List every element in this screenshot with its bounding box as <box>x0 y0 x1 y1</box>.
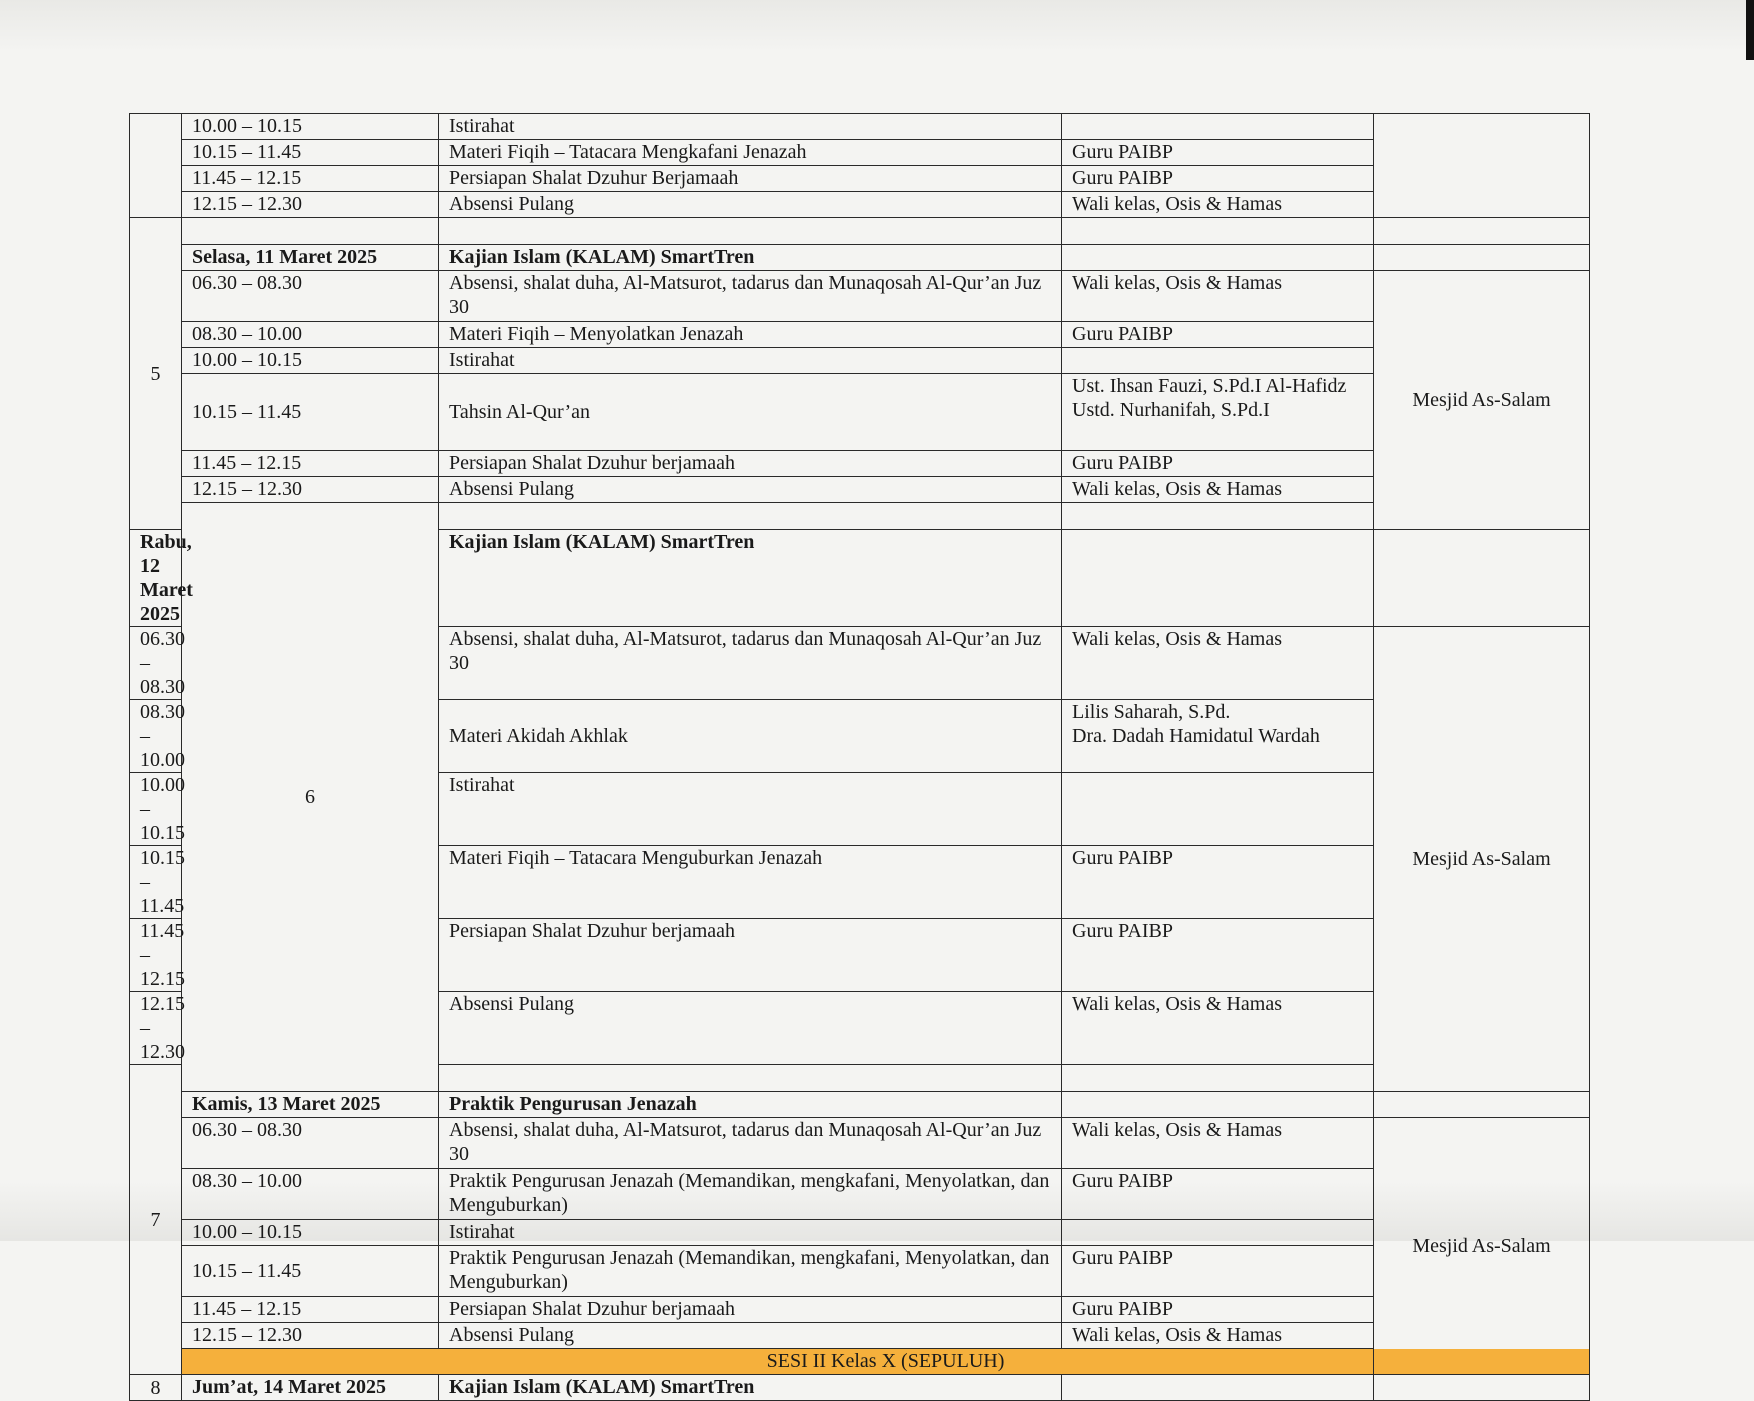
time-cell: 11.45 – 12.15 <box>182 1297 439 1323</box>
table-row <box>130 1169 1590 1220</box>
pic-cell <box>1062 348 1374 374</box>
pic-cell: Guru PAIBP <box>1062 451 1374 477</box>
day-header-row <box>130 1375 1590 1401</box>
pic-cell: Wali kelas, Osis & Hamas <box>1062 477 1374 503</box>
day-theme: Kajian Islam (KALAM) SmartTren <box>439 530 1062 627</box>
schedule-table <box>129 113 1590 1401</box>
day-theme: Kajian Islam (KALAM) SmartTren <box>439 1375 1062 1401</box>
table-row <box>130 374 1590 451</box>
time-cell: 06.30 – 08.30 <box>182 1118 439 1169</box>
day-theme: Praktik Pengurusan Jenazah <box>439 1092 1062 1118</box>
activity-cell: Istirahat <box>439 114 1062 140</box>
activity-cell: Persiapan Shalat Dzuhur Berjamaah <box>439 166 1062 192</box>
day-theme: Kajian Islam (KALAM) SmartTren <box>439 245 1062 271</box>
activity-cell: Istirahat <box>439 348 1062 374</box>
pic-cell <box>1062 114 1374 140</box>
day-number: 8 <box>130 1375 182 1401</box>
activity-cell: Praktik Pengurusan Jenazah (Memandikan, mengkafani, Menyolatkan, dan Menguburkan) <box>439 1169 1062 1220</box>
activity-cell: Materi Fiqih – Menyolatkan Jenazah <box>439 322 1062 348</box>
time-cell: 06.30 – 08.30 <box>182 271 439 322</box>
time-cell: 10.15 – 11.45 <box>182 374 439 451</box>
row-number <box>130 114 182 218</box>
table-row <box>130 1323 1590 1349</box>
day-date: Selasa, 11 Maret 2025 <box>182 245 439 271</box>
activity-cell: Absensi, shalat duha, Al-Matsurot, tadarus dan Munaqosah Al-Qur’an Juz 30 <box>439 1118 1062 1169</box>
time-cell: 10.15 – 11.45 <box>182 140 439 166</box>
time-cell: 12.15 – 12.30 <box>182 192 439 218</box>
time-cell: 11.45 – 12.15 <box>182 166 439 192</box>
pic-cell: Wali kelas, Osis & Hamas <box>1062 627 1374 700</box>
time-cell: 11.45 – 12.15 <box>130 919 182 992</box>
time-cell: 06.30 – 08.30 <box>130 627 182 700</box>
activity-cell: Absensi, shalat duha, Al-Matsurot, tadarus dan Munaqosah Al-Qur’an Juz 30 <box>439 271 1062 322</box>
activity-cell: Persiapan Shalat Dzuhur berjamaah <box>439 919 1062 992</box>
day-date: Rabu, 12 Maret 2025 <box>130 530 182 627</box>
day-header-row <box>130 1092 1590 1118</box>
pic-cell: Wali kelas, Osis & Hamas <box>1062 992 1374 1065</box>
table-row <box>130 1297 1590 1323</box>
day-date: Jum’at, 14 Maret 2025 <box>182 1375 439 1401</box>
pic-cell: Wali kelas, Osis & Hamas <box>1062 1118 1374 1169</box>
table-row <box>130 503 1590 530</box>
table-row <box>130 218 1590 245</box>
activity-cell: Absensi Pulang <box>439 992 1062 1065</box>
pic-cell: Wali kelas, Osis & Hamas <box>1062 192 1374 218</box>
pic-cell <box>1062 1220 1374 1246</box>
table-row <box>130 166 1590 192</box>
pic-cell: Guru PAIBP <box>1062 919 1374 992</box>
session-banner-row <box>130 1349 1590 1375</box>
time-cell: 12.15 – 12.30 <box>182 477 439 503</box>
time-cell: 10.00 – 10.15 <box>182 1220 439 1246</box>
pic-line: Ust. Ihsan Fauzi, S.Pd.I Al-Hafidz <box>1072 375 1347 397</box>
activity-cell: Istirahat <box>439 773 1062 846</box>
activity-cell: Materi Fiqih – Tatacara Mengkafani Jenazah <box>439 140 1062 166</box>
time-cell: 08.30 – 10.00 <box>182 1169 439 1220</box>
pic-cell: Guru PAIBP <box>1062 1297 1374 1323</box>
activity-cell: Absensi Pulang <box>439 477 1062 503</box>
activity-cell: Absensi Pulang <box>439 192 1062 218</box>
table-row <box>130 192 1590 218</box>
pic-cell: Guru PAIBP <box>1062 1169 1374 1220</box>
session-banner: SESI II Kelas X (SEPULUH) <box>182 1349 1590 1375</box>
activity-cell: Persiapan Shalat Dzuhur berjamaah <box>439 1297 1062 1323</box>
pic-cell: Wali kelas, Osis & Hamas <box>1062 271 1374 322</box>
day-header-row <box>130 245 1590 271</box>
pic-cell: Guru PAIBP <box>1062 322 1374 348</box>
place-cell <box>1374 114 1590 218</box>
time-cell: 10.00 – 10.15 <box>182 348 439 374</box>
place-cell: Mesjid As-Salam <box>1374 1118 1590 1375</box>
table-row <box>130 451 1590 477</box>
activity-cell: Absensi Pulang <box>439 1323 1062 1349</box>
pic-line: Dra. Dadah Hamidatul Wardah <box>1072 725 1320 747</box>
activity-cell: Praktik Pengurusan Jenazah (Memandikan, mengkafani, Menyolatkan, dan Menguburkan) <box>439 1246 1062 1297</box>
time-cell: 10.00 – 10.15 <box>182 114 439 140</box>
time-cell: 08.30 – 10.00 <box>130 700 182 773</box>
day-number: 5 <box>130 218 182 530</box>
pic-cell: Guru PAIBP <box>1062 166 1374 192</box>
pic-cell: Guru PAIBP <box>1062 1246 1374 1297</box>
pic-cell <box>1062 374 1374 451</box>
activity-cell: Tahsin Al-Qur’an <box>439 374 1062 451</box>
time-cell: 10.15 – 11.45 <box>182 1246 439 1297</box>
pic-cell: Guru PAIBP <box>1062 846 1374 919</box>
place-cell: Mesjid As-Salam <box>1374 627 1590 1092</box>
time-cell: 12.15 – 12.30 <box>130 992 182 1065</box>
scan-top-edge <box>0 0 1754 52</box>
pic-cell <box>1062 773 1374 846</box>
time-cell: 11.45 – 12.15 <box>182 451 439 477</box>
table-row <box>130 271 1590 322</box>
activity-cell: Materi Akidah Akhlak <box>439 700 1062 773</box>
pic-cell: Wali kelas, Osis & Hamas <box>1062 1323 1374 1349</box>
day-date: Kamis, 13 Maret 2025 <box>182 1092 439 1118</box>
table-row <box>130 477 1590 503</box>
scan-right-edge <box>1746 0 1754 60</box>
time-cell: 08.30 – 10.00 <box>182 322 439 348</box>
table-row <box>130 1246 1590 1297</box>
activity-cell: Istirahat <box>439 1220 1062 1246</box>
pic-line: Ustd. Nurhanifah, S.Pd.I <box>1072 399 1270 421</box>
table-row <box>130 140 1590 166</box>
table-row <box>130 1118 1590 1169</box>
time-cell: 10.15 – 11.45 <box>130 846 182 919</box>
day-number: 7 <box>130 1065 182 1375</box>
pic-line: Lilis Saharah, S.Pd. <box>1072 701 1231 723</box>
activity-cell: Materi Fiqih – Tatacara Menguburkan Jenazah <box>439 846 1062 919</box>
activity-cell: Absensi, shalat duha, Al-Matsurot, tadarus dan Munaqosah Al-Qur’an Juz 30 <box>439 627 1062 700</box>
time-cell: 10.00 – 10.15 <box>130 773 182 846</box>
table-row <box>130 322 1590 348</box>
table-row <box>130 1220 1590 1246</box>
day-number: 6 <box>182 503 439 1092</box>
activity-cell: Persiapan Shalat Dzuhur berjamaah <box>439 451 1062 477</box>
pic-cell <box>1062 700 1374 773</box>
table-row <box>130 114 1590 140</box>
time-cell: 12.15 – 12.30 <box>182 1323 439 1349</box>
table-row <box>130 348 1590 374</box>
pic-cell: Guru PAIBP <box>1062 140 1374 166</box>
place-cell: Mesjid As-Salam <box>1374 271 1590 530</box>
